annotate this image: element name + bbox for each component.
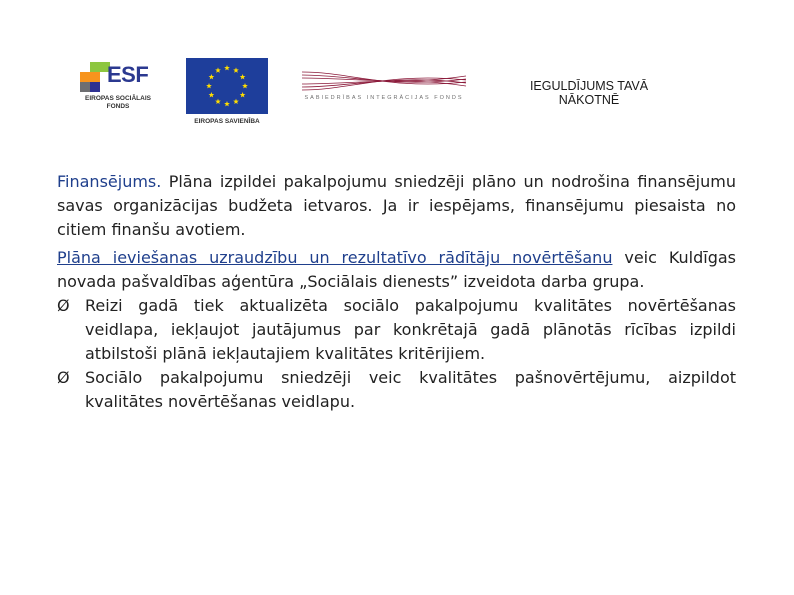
financing-paragraph (57, 170, 736, 242)
monitoring-paragraph (57, 246, 736, 294)
eu-flag-icon (186, 58, 268, 114)
financing-text: Plāna izpildei pakalpojumu sniedzēji plāno un nodrošina finansējumu savas organizācijas budžeta ietvaros. Ja ir iespējams, finansējumu piesaista no citiem finanšu avotiem. (57, 172, 736, 239)
list-item-text: Sociālo pakalpojumu sniedzēji veic kvalitātes pašnovērtējumu, aizpildot kvalitātes novērtēšanas veidlapu. (85, 368, 736, 411)
esf-logo-caption: EIROPAS SOCIĀLAIS FONDS (85, 95, 151, 110)
monitoring-heading: Plāna ieviešanas uzraudzību un rezultatīvo rādītāju novērtēšanu (57, 248, 613, 267)
list-item (57, 366, 736, 414)
esf-logo (80, 62, 152, 124)
monitoring-text: veic Kuldīgas novada pašvaldības aģentūra „Sociālais dienests” izveidota darba grupa. (57, 248, 736, 291)
list-item-text: Reizi gadā tiek aktualizēta sociālo pakalpojumu kvalitātes novērtēšanas veidlapa, iekļaujot jautājumus par konkrētajā gadā plānotās rīcības izpildi atbilstoši plānā iekļautajiem kvalitātes kritērijiem. (85, 296, 736, 363)
financing-heading: Finansējums. (57, 172, 162, 191)
eu-logo-caption: EIROPAS SAVIENĪBA (194, 118, 260, 125)
esf-flag-icon (80, 62, 110, 94)
sif-wave-icon (300, 68, 468, 94)
sif-logo (300, 68, 468, 110)
arrow-bullet-icon: Ø (57, 296, 70, 315)
list-item (57, 294, 736, 366)
esf-logo-text: ESF (107, 62, 149, 87)
slogan: IEGULDĪJUMS TAVĀ NĀKOTNĒ (529, 79, 649, 107)
monitoring-section (57, 246, 736, 414)
sif-logo-caption: SABIEDRĪBAS INTEGRĀCIJAS FONDS (304, 95, 464, 101)
eu-logo (186, 58, 268, 128)
arrow-bullet-icon: Ø (57, 368, 70, 387)
